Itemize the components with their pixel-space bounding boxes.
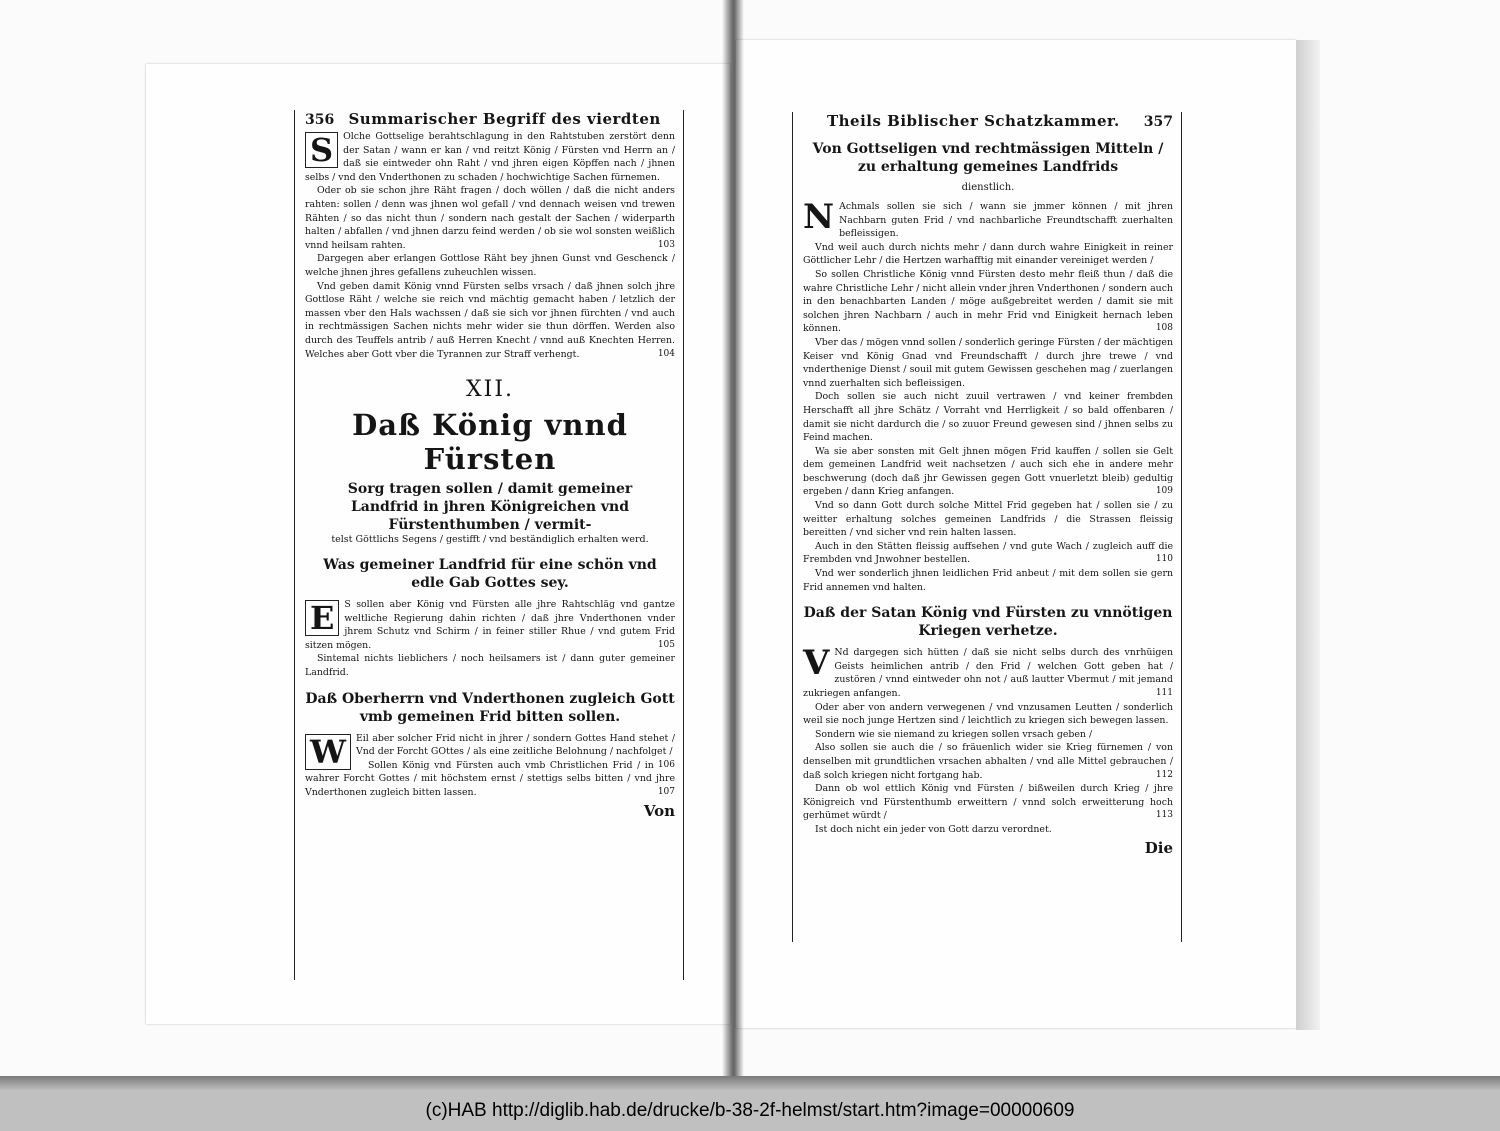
gutter-shadow — [722, 0, 744, 1080]
paragraph: S Olche Gottselige berahtschlagung in den Rahtstuben zerstört denn der Satan / wann er kan / vnd reitzt König / Fürsten vnd Herrn an / daß sie eintweder ohn Raht / vnd jhren eigen Köpffen nach / jhnen selbs / vnd den Vnderthonen zu schaden / hochwichtige Sachen fürnemen. — [305, 131, 675, 183]
credit-footer — [0, 1090, 1500, 1131]
chapter-subtitle-small: telst Göttlichs Segens / gestifft / vnd beständiglich erhalten werd. — [331, 534, 649, 546]
paragraph: Vnd geben damit König vnnd Fürsten selbs vrsach / daß jhnen solch jhre Gottlose Räht / welche sie reich vnd mächtig gemacht haben / letzlich der massen vber den Hals wachssen / daß sie sich vor jhnen fürchten / vnd auch in rechtmässigen Sachen nichts mehr wider sie thun dörffen. Werden also durch des Teuffels antrib / auß Herren Knecht / vnnd auß Knechten Herren. Welches aber Gott vber die Tyrannen zur Straff verhengt. 104 — [305, 280, 675, 360]
paragraph: W Eil aber solcher Frid nicht in jhrer / sondern Gottes Hand stehet / Vnd der Forcht GOttes / als eine zeitliche Belohnung / nachfolget / 106 — [305, 732, 675, 759]
left-text-column — [294, 110, 684, 980]
paragraph: Vber das / mögen vnnd sollen / sonderlich geringe Fürsten / der mächtigen Keiser vnd König Gnad vnd Freundschafft / durch jhre trewe / vnd vnderthenige Dienst / souil mit gutem Gewissen geschehen mag / zuerlangen vnnd zuerhalten sich befleissigen. — [803, 336, 1173, 389]
drop-cap: N — [803, 197, 835, 237]
credit-link-text[interactable]: (c)HAB http://diglib.hab.de/drucke/b-38-2f-helmst/start.htm?image=00000609 — [425, 1099, 1075, 1121]
drop-cap: V — [803, 643, 830, 684]
paragraph: Vnd weil auch durch nichts mehr / dann durch wahre Einigkeit in reiner Göttlicher Lehr / die Hertzen warhafftig mit einander vereiniget werden / — [803, 241, 1173, 267]
right-page-number: 357 — [1143, 114, 1173, 130]
drop-cap: W — [305, 734, 351, 770]
paragraph: Vnd wer sonderlich jhnen leidlichen Frid anbeut / mit dem sollen sie gern Frid annemen vnd halten. — [803, 568, 1173, 593]
paragraph: Auch in den Stätten fleissig auffsehen / vnd gute Wach / zugleich auff die Frembden vnd Jnwohner bestellen. 110 — [803, 540, 1173, 566]
verse-number: 108 — [1155, 323, 1173, 334]
verse-number: 105 — [657, 639, 675, 650]
paragraph: So sollen Christliche König vnnd Fürsten desto mehr fleiß thun / daß die wahre Christliche Lehr / nicht allein vnder jhren Vnderthonen / sondern auch in den benachbarten Landen / möge außgebreitet werden / damit sie mit solchen jhren Nachbarn / auch in mehr Frid vnd Einigkeit hernach leben können. 108 — [803, 268, 1173, 335]
paragraph: Ist doch nicht ein jeder von Gott darzu verordnet. — [815, 823, 1052, 835]
verse-number: 106 — [657, 759, 675, 770]
right-running-head: Theils Biblischer Schatzkammer. — [826, 112, 1120, 130]
verse-number: 103 — [657, 239, 675, 250]
section-heading: Was gemeiner Landfrid für eine schön vnd edle Gab Gottes sey. — [323, 557, 657, 592]
paragraph: Sintemal nichts lieblichers / noch heilsamers ist / dann guter gemeiner Landfrid. — [305, 653, 675, 679]
verse-number: 113 — [1155, 810, 1173, 821]
verse-number: 112 — [1155, 769, 1173, 780]
paragraph: Oder aber von andern verwegenen / vnd vnzusamen Leutten / sonderlich weil sie noch junge Hertzen sind / leichtlich zu kriegen sich bewegen lassen. — [803, 701, 1173, 727]
paragraph: Oder ob sie schon jhre Räht fragen / doch wöllen / daß die nicht anders rahten: sollen / denn was jhnen wol gefall / vnd dennach weisen vnd trewen Rähten / so das nicht thun / sondern nach gestalt der Sachen / widerparth halten / abfallen / vnd jhnen darzu feind werden / ob sie wol sonsten weißlich vnnd heilsam rahten. 103 — [305, 185, 675, 251]
paragraph: Also sollen sie auch die / so fräuenlich wider sie Krieg fürnemen / von denselben mit grundtlichen vrsachen abhalten / vnd alle Mittel gebrauchen / daß solch kriegen nicht fortgang hab. 112 — [803, 742, 1173, 781]
paragraph: Wa sie aber sonsten mit Gelt jhnen mögen Frid kauffen / sollen sie Gelt dem gemeinen Landfrid weit nachsetzen / auch sich ehe in andere mehr beschwerung (doch daß jhr Gewissen gegen Gott vnuerletzt bleib) gedultig ergeben / dann Krieg anfangen. 109 — [803, 445, 1173, 498]
paragraph: Vnd so dann Gott durch solche Mittel Frid gegeben hat / sollen sie / zu weitter erhaltung solches gemeinen Landfrids / die Strassen fleissig bereitten / vnd sicher vnd rein halten lassen. — [803, 500, 1173, 539]
scan-bottom-band — [0, 1076, 1500, 1090]
paragraph: N Achmals sollen sie sich / wann sie jmmer können / mit jhren Nachbarn guten Frid / vnd nachbarliche Freundtschafft zuerhalten befleissigen. — [803, 197, 1173, 240]
right-paragraphs — [803, 197, 1173, 594]
left-paragraphs — [305, 130, 675, 361]
left-page — [146, 64, 730, 1024]
right-text-column — [792, 112, 1182, 942]
drop-cap: S — [305, 132, 338, 168]
section-heading-small: dienstlich. — [961, 182, 1015, 193]
right-paragraphs-2 — [803, 643, 1173, 836]
page-edge — [1296, 40, 1320, 1030]
paragraph: E S sollen aber König vnd Fürsten alle jhre Rahtschläg vnd gantze weltliche Regierung dahin richten / daß jhre Vnderthonen vnder jhrem Schutz vnd Schirm / in feiner stiller Rhue / vnd gutem Frid sitzen mögen. 105 — [305, 599, 675, 651]
section-heading: Von Gottseligen vnd rechtmässigen Mitteln / zu erhaltung gemeines Landfrids — [812, 141, 1164, 175]
verse-number: 109 — [1155, 486, 1173, 497]
left-page-number: 356 — [305, 112, 335, 128]
verse-number: 104 — [657, 348, 675, 359]
right-page — [736, 40, 1296, 1028]
paragraph: Sondern wie sie niemand zu kriegen sollen vrsach geben / — [815, 728, 1093, 740]
left-running-head: Summarischer Begriff des vierdten — [348, 110, 661, 128]
left-paragraphs-3 — [305, 732, 675, 800]
catchword: Von — [643, 801, 675, 820]
paragraph: V Nd dargegen sich hütten / daß sie nicht selbs durch des vnrhüigen Geists heimlichen antrib / den Frid / welchen Gott geben hat / zustören / vnnd eintweder ohn not / auß lautter Vbermut / mit jemand zukriegen anfangen. 111 — [803, 643, 1173, 699]
left-paragraphs-2 — [305, 598, 675, 680]
chapter-subtitle: Sorg tragen sollen / damit gemeiner Landfrid in jhren Königreichen vnd Fürstenthumben / vermit- — [347, 481, 633, 534]
section-heading: Daß Oberherrn vnd Vnderthonen zugleich Gott vmb gemeinen Frid bitten sollen. — [305, 690, 675, 725]
paragraph: Dargegen aber erlangen Gottlose Räht bey jhnen Gunst vnd Geschenck / welche jhnen jhres gefallens zuheuchlen wissen. — [305, 253, 675, 278]
drop-cap: E — [305, 600, 339, 636]
left-header — [305, 110, 675, 128]
right-header — [803, 112, 1173, 130]
paragraph: Dann ob wol ettlich König vnd Fürsten / bißweilen durch Krieg / jhre Königreich vnd Fürstenthumb erweittern / vnnd solch erweitterung hoch gerhümet würdt / 113 — [803, 783, 1173, 822]
paragraph: Doch sollen sie auch nicht zuuil vertrawen / vnd keiner frembden Herschafft all jhre Schätz / Vorraht vnd Herrligkeit / so bald offenbaren / damit sie nicht dardurch die / so zuuor Freund gewesen sind / jhnen selbs zu Feind machen. — [803, 391, 1173, 444]
chapter-number: XII. — [465, 377, 515, 403]
verse-number: 110 — [1155, 554, 1173, 565]
chapter-title: Daß König vnnd Fürsten — [352, 408, 628, 477]
paragraph: Sollen König vnd Fürsten auch vmb Christlichen Frid / in wahrer Forcht Gottes / mit höchstem ernst / stettigs selbs bitten / vnd jhre Vnderthonen zugleich bitten lassen. 107 — [305, 759, 675, 799]
verse-number: 111 — [1155, 688, 1173, 698]
section-heading: Daß der Satan König vnd Fürsten zu vnnötigen Kriegen verhetze. — [803, 605, 1173, 640]
catchword: Die — [1144, 838, 1173, 857]
verse-number: 107 — [657, 787, 675, 798]
